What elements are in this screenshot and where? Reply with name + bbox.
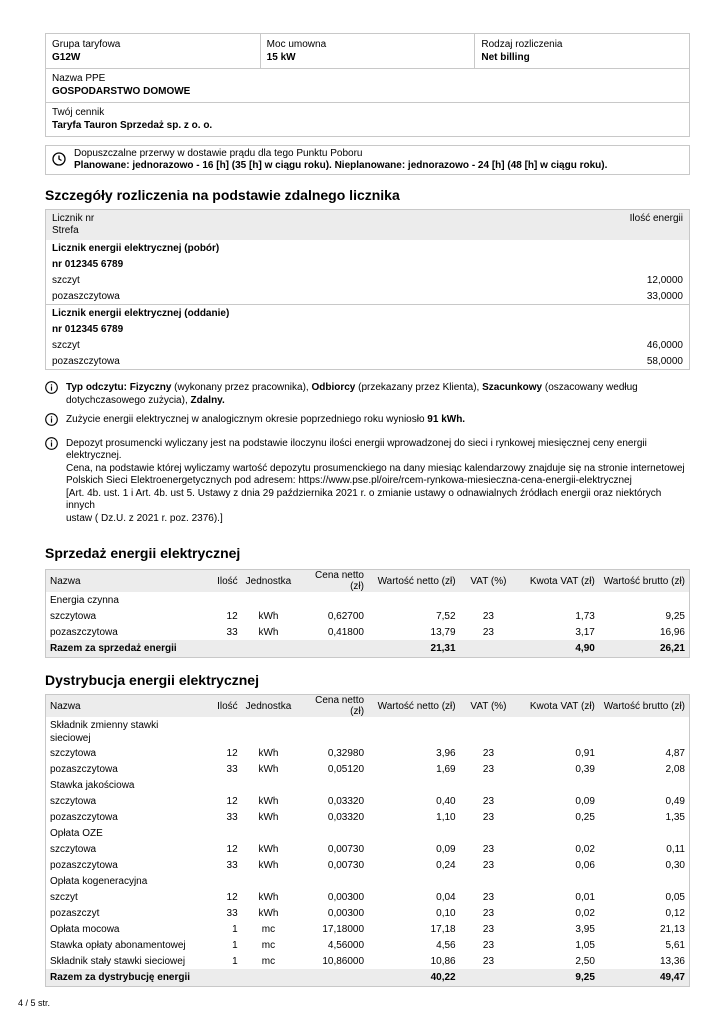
cell-vat: 23 (482, 747, 495, 759)
group-row (46, 873, 690, 889)
meter-zone-row (46, 272, 689, 288)
meter-table-header (46, 210, 689, 240)
pricelist-row (45, 103, 690, 137)
ppe-name-row (45, 69, 690, 103)
cell-vat: 23 (482, 907, 495, 919)
group-row (46, 825, 690, 841)
prosumer-deposit-text: Depozyt prosumencki wyliczany jest na podstawie iloczynu ilości energii wprowadzonej do sieci i rynkowej miesięcznej ceny energii elektrycznej. Cena, na podstawie której wyliczamy wartość depozytu prosumenckiego na dany miesiąc kalendarzowy znajduje się na stronie internetowej Polskich Sieci Elektroenergetycznych pod adresem: https://www.pse.pl/oire/rcem-rynkowa-miesieczna-cena-energii-elektrycznej [Art. 4b. ust. 1 i Art. 4b. ust 5. Ustawy z dnia 29 października 2021 r. o zmianie ustawy o odnawialnych źródłach energii oraz niektórych innych ustaw ( Dz.U. z 2021 r. poz. 2376).] (66, 437, 685, 524)
col-vat-amount: Kwota VAT (zł) (517, 695, 599, 718)
total-name: Razem za sprzedaż energii (46, 640, 208, 658)
prosumer-deposit-note (45, 438, 690, 526)
meter-zone-row (46, 353, 689, 369)
table-row (46, 793, 690, 809)
zone-amount: 33,0000 (646, 290, 683, 302)
total-vat-amt: 9,25 (517, 969, 599, 987)
distribution-header-row (46, 695, 690, 718)
tariff-group-label: Grupa taryfowa (52, 39, 121, 50)
zone-amount: 46,0000 (646, 339, 683, 351)
cell-gross: 9,25 (665, 610, 685, 622)
cell-price: 4,56000 (327, 939, 365, 951)
cell-vat: 23 (482, 891, 495, 903)
cell-vat: 23 (482, 610, 494, 622)
cell-qty: 12 (226, 891, 238, 903)
total-row (46, 969, 690, 987)
clock-icon (52, 152, 66, 169)
meter-section-title: Szczegóły rozliczenia na podstawie zdalnego licznika (45, 187, 400, 203)
table-row (46, 857, 690, 873)
group-row (46, 592, 690, 608)
meter-name: Licznik energii elektrycznej (oddanie) (46, 304, 689, 321)
cell-vat: 23 (482, 859, 495, 871)
col-price: Cena netto (zł) (295, 570, 368, 593)
cell-price: 0,32980 (327, 747, 365, 759)
page-number: 4 / 5 str. (18, 998, 51, 1008)
cell-gross: 4,87 (665, 747, 685, 759)
pricelist-value: Taryfa Tauron Sprzedaż sp. z o. o. (52, 120, 213, 131)
cell-gross: 0,12 (665, 907, 685, 919)
cell-gross: 0,49 (665, 795, 685, 807)
cell-vat: 23 (482, 626, 494, 638)
cell-net: 0,24 (436, 859, 456, 871)
document-page (45, 33, 690, 987)
total-empty (242, 640, 296, 658)
cell-vat-amt: 0,25 (575, 811, 595, 823)
group-name: Składnik zmienny stawki sieciowej (50, 720, 159, 744)
col-vat-amount: Kwota VAT (zł) (517, 570, 599, 593)
contract-power-label: Moc umowna (266, 39, 327, 50)
cell-vat-amt: 3,17 (575, 626, 595, 638)
meter-zone-row (46, 337, 689, 353)
group-name: Opłata OZE (50, 827, 103, 839)
cell-qty: 33 (226, 811, 238, 823)
sales-section-title: Sprzedaż energii elektrycznej (45, 545, 241, 561)
cell-qty: 12 (226, 747, 238, 759)
cell-price: 0,00730 (327, 843, 365, 855)
outage-notice (45, 145, 690, 175)
cell-vat-amt: 0,02 (575, 843, 595, 855)
cell-net: 0,04 (436, 891, 456, 903)
col-name: Nazwa (46, 570, 208, 593)
cell-unit: kWh (258, 610, 279, 622)
cell-qty: 33 (226, 763, 238, 775)
table-row (46, 745, 690, 761)
meter-zone-row (46, 288, 689, 304)
total-net: 40,22 (368, 969, 460, 987)
cell-net: 3,96 (436, 747, 456, 759)
cell-vat: 23 (482, 763, 495, 775)
cell-unit: kWh (258, 859, 279, 871)
cell-price: 0,00300 (327, 891, 365, 903)
info-icon (45, 413, 59, 431)
cell-price: 0,62700 (327, 610, 364, 622)
cell-name: Składnik stały stawki sieciowej (50, 955, 186, 967)
settlement-type-label: Rodzaj rozliczenia (481, 39, 563, 50)
ppe-name-value: GOSPODARSTWO DOMOWE (52, 86, 191, 97)
cell-vat: 23 (482, 923, 495, 935)
cell-price: 17,18000 (322, 923, 365, 935)
cell-net: 1,10 (436, 811, 456, 823)
previous-year-note (45, 414, 690, 431)
col-price: Cena netto (zł) (295, 695, 368, 718)
cell-gross: 0,11 (666, 843, 685, 855)
zone-name: szczyt (52, 339, 80, 351)
col-gross: Wartość brutto (zł) (599, 570, 690, 593)
cell-gross: 1,35 (665, 811, 685, 823)
col-unit: Jednostka (242, 695, 296, 718)
cell-vat-amt: 0,06 (575, 859, 595, 871)
cell-qty: 33 (226, 859, 238, 871)
col-gross: Wartość brutto (zł) (599, 695, 690, 718)
col-vat: VAT (%) (460, 695, 518, 718)
cell-name: pozaszczytowa (50, 763, 118, 775)
table-row (46, 624, 690, 640)
cell-name: szczytowa (50, 795, 97, 807)
cell-qty: 1 (232, 955, 238, 967)
cell-qty: 12 (226, 795, 238, 807)
table-row (46, 889, 690, 905)
cell-vat-amt: 1,05 (575, 939, 595, 951)
cell-unit: kWh (258, 891, 279, 903)
cell-vat: 23 (482, 795, 495, 807)
cell-vat-amt: 2,50 (575, 955, 595, 967)
info-icon (45, 381, 59, 407)
zone-name: pozaszczytowa (52, 355, 120, 367)
total-empty (208, 969, 242, 987)
cell-name: szczytowa (50, 843, 97, 855)
cell-unit: kWh (258, 907, 279, 919)
cell-gross: 21,13 (659, 923, 685, 935)
contract-power-cell (261, 34, 476, 68)
cell-net: 10,86 (430, 955, 456, 967)
sales-table (45, 569, 690, 658)
table-row (46, 905, 690, 921)
total-net: 21,31 (368, 640, 460, 658)
group-row (46, 717, 690, 745)
meter-number: nr 012345 6789 (52, 323, 124, 335)
group-name: Energia czynna (50, 594, 119, 606)
total-empty (208, 640, 242, 658)
zone-name: szczyt (52, 274, 80, 286)
sales-header-row (46, 570, 690, 593)
meter-number-header: Licznik nr (52, 213, 95, 224)
total-vat-amt: 4,90 (517, 640, 599, 658)
cell-net: 0,40 (436, 795, 456, 807)
cell-unit: mc (261, 923, 276, 935)
table-row (46, 921, 690, 937)
col-qty: Ilość (208, 570, 242, 593)
cell-vat-amt: 3,95 (575, 923, 595, 935)
cell-price: 0,00300 (327, 907, 365, 919)
cell-gross: 5,61 (665, 939, 685, 951)
cell-unit: kWh (258, 811, 279, 823)
col-net: Wartość netto (zł) (368, 570, 460, 593)
cell-name: pozaszczytowa (50, 626, 118, 638)
cell-price: 0,03320 (327, 811, 365, 823)
cell-qty: 12 (226, 610, 238, 622)
cell-vat-amt: 1,73 (575, 610, 595, 622)
total-empty (242, 969, 296, 987)
cell-price: 10,86000 (322, 955, 365, 967)
group-row (46, 777, 690, 793)
cell-gross: 13,36 (659, 955, 685, 967)
cell-net: 7,52 (436, 610, 456, 622)
cell-name: szczyt (50, 891, 78, 903)
info-icon (45, 437, 59, 526)
cell-price: 0,03320 (327, 795, 365, 807)
col-name: Nazwa (46, 695, 208, 718)
outage-notice-details: Planowane: jednorazowo - 16 [h] (35 [h] w ciągu roku). Nieplanowane: jednorazowo - 24 [h] (48 [h] w ciągu roku). (74, 160, 608, 171)
total-empty (295, 640, 368, 658)
table-row (46, 841, 690, 857)
contract-power-value: 15 kW (266, 52, 296, 63)
cell-vat-amt: 0,09 (575, 795, 595, 807)
table-row (46, 953, 690, 969)
table-row (46, 608, 690, 624)
zone-amount: 12,0000 (646, 274, 683, 286)
total-row (46, 640, 690, 658)
meter-name: Licznik energii elektrycznej (pobór) (52, 242, 220, 254)
cell-price: 0,41800 (327, 626, 364, 638)
cell-name: Stawka opłaty abonamentowej (50, 939, 186, 951)
cell-price: 0,00730 (327, 859, 365, 871)
settlement-type-cell (475, 34, 689, 68)
energy-amount-header: Ilość energii (629, 213, 683, 224)
reading-type-note (45, 382, 690, 407)
total-name: Razem za dystrybucję energii (46, 969, 208, 987)
col-qty: Ilość (208, 695, 242, 718)
cell-unit: mc (261, 939, 276, 951)
cell-net: 1,69 (436, 763, 456, 775)
tariff-group-cell (46, 34, 261, 68)
total-gross: 49,47 (599, 969, 690, 987)
cell-name: szczytowa (50, 747, 97, 759)
cell-gross: 0,30 (665, 859, 685, 871)
distribution-section-title: Dystrybucja energii elektrycznej (45, 672, 259, 688)
cell-qty: 1 (232, 923, 238, 935)
reading-type-text: Typ odczytu: Fizyczny (wykonany przez pracownika), Odbiorcy (przekazany przez Klienta), Szacunkowy (oszacowany według dotychczasowego zużycia), Zdalny. (66, 382, 638, 406)
cell-name: szczytowa (50, 610, 97, 622)
cell-net: 0,09 (436, 843, 456, 855)
cell-vat-amt: 0,01 (575, 891, 595, 903)
tariff-info (45, 33, 690, 69)
cell-unit: kWh (258, 795, 279, 807)
total-gross: 26,21 (599, 640, 690, 658)
cell-unit: kWh (258, 763, 279, 775)
group-name: Opłata kogeneracyjna (50, 875, 148, 887)
cell-qty: 1 (232, 939, 238, 951)
zone-amount: 58,0000 (646, 355, 683, 367)
cell-net: 4,56 (436, 939, 456, 951)
pricelist-label: Twój cennik (52, 107, 105, 118)
outage-notice-title: Dopuszczalne przerwy w dostawie prądu dla tego Punktu Poboru (74, 148, 363, 159)
col-vat: VAT (%) (460, 570, 518, 593)
cell-name: pozaszczytowa (50, 811, 118, 823)
cell-name: Opłata mocowa (50, 923, 120, 935)
table-row (46, 809, 690, 825)
cell-gross: 16,96 (659, 626, 685, 638)
tariff-group-value: G12W (52, 52, 81, 63)
table-row (46, 937, 690, 953)
meter-table (45, 209, 690, 370)
cell-vat-amt: 0,91 (575, 747, 595, 759)
cell-name: pozaszczytowa (50, 859, 118, 871)
cell-vat: 23 (482, 843, 495, 855)
meter-number: nr 012345 6789 (52, 258, 124, 270)
table-row (46, 761, 690, 777)
cell-unit: kWh (258, 747, 279, 759)
cell-qty: 33 (226, 907, 238, 919)
cell-vat: 23 (482, 939, 495, 951)
cell-qty: 33 (226, 626, 238, 638)
ppe-name-label: Nazwa PPE (52, 73, 106, 84)
previous-year-text: Zużycie energii elektrycznej w analogicznym okresie poprzedniego roku wyniosło 91 kWh. (66, 414, 466, 425)
col-net: Wartość netto (zł) (368, 695, 460, 718)
cell-gross: 0,05 (665, 891, 685, 903)
cell-unit: mc (261, 955, 276, 967)
cell-unit: kWh (258, 843, 279, 855)
zone-header: Strefa (52, 225, 79, 236)
total-empty (295, 969, 368, 987)
settlement-type-value: Net billing (481, 52, 530, 63)
cell-net: 17,18 (430, 923, 456, 935)
cell-name: pozaszczyt (50, 907, 100, 919)
cell-gross: 2,08 (665, 763, 685, 775)
total-empty (460, 969, 518, 987)
cell-net: 13,79 (430, 626, 456, 638)
cell-vat-amt: 0,02 (575, 907, 595, 919)
total-empty (460, 640, 518, 658)
cell-vat-amt: 0,39 (575, 763, 595, 775)
cell-unit: kWh (258, 626, 279, 638)
distribution-table (45, 694, 690, 987)
cell-price: 0,05120 (327, 763, 365, 775)
col-unit: Jednostka (242, 570, 296, 593)
cell-vat: 23 (482, 811, 495, 823)
cell-vat: 23 (482, 955, 495, 967)
zone-name: pozaszczytowa (52, 290, 120, 302)
group-name: Stawka jakościowa (50, 779, 135, 791)
cell-qty: 12 (226, 843, 238, 855)
cell-net: 0,10 (436, 907, 456, 919)
